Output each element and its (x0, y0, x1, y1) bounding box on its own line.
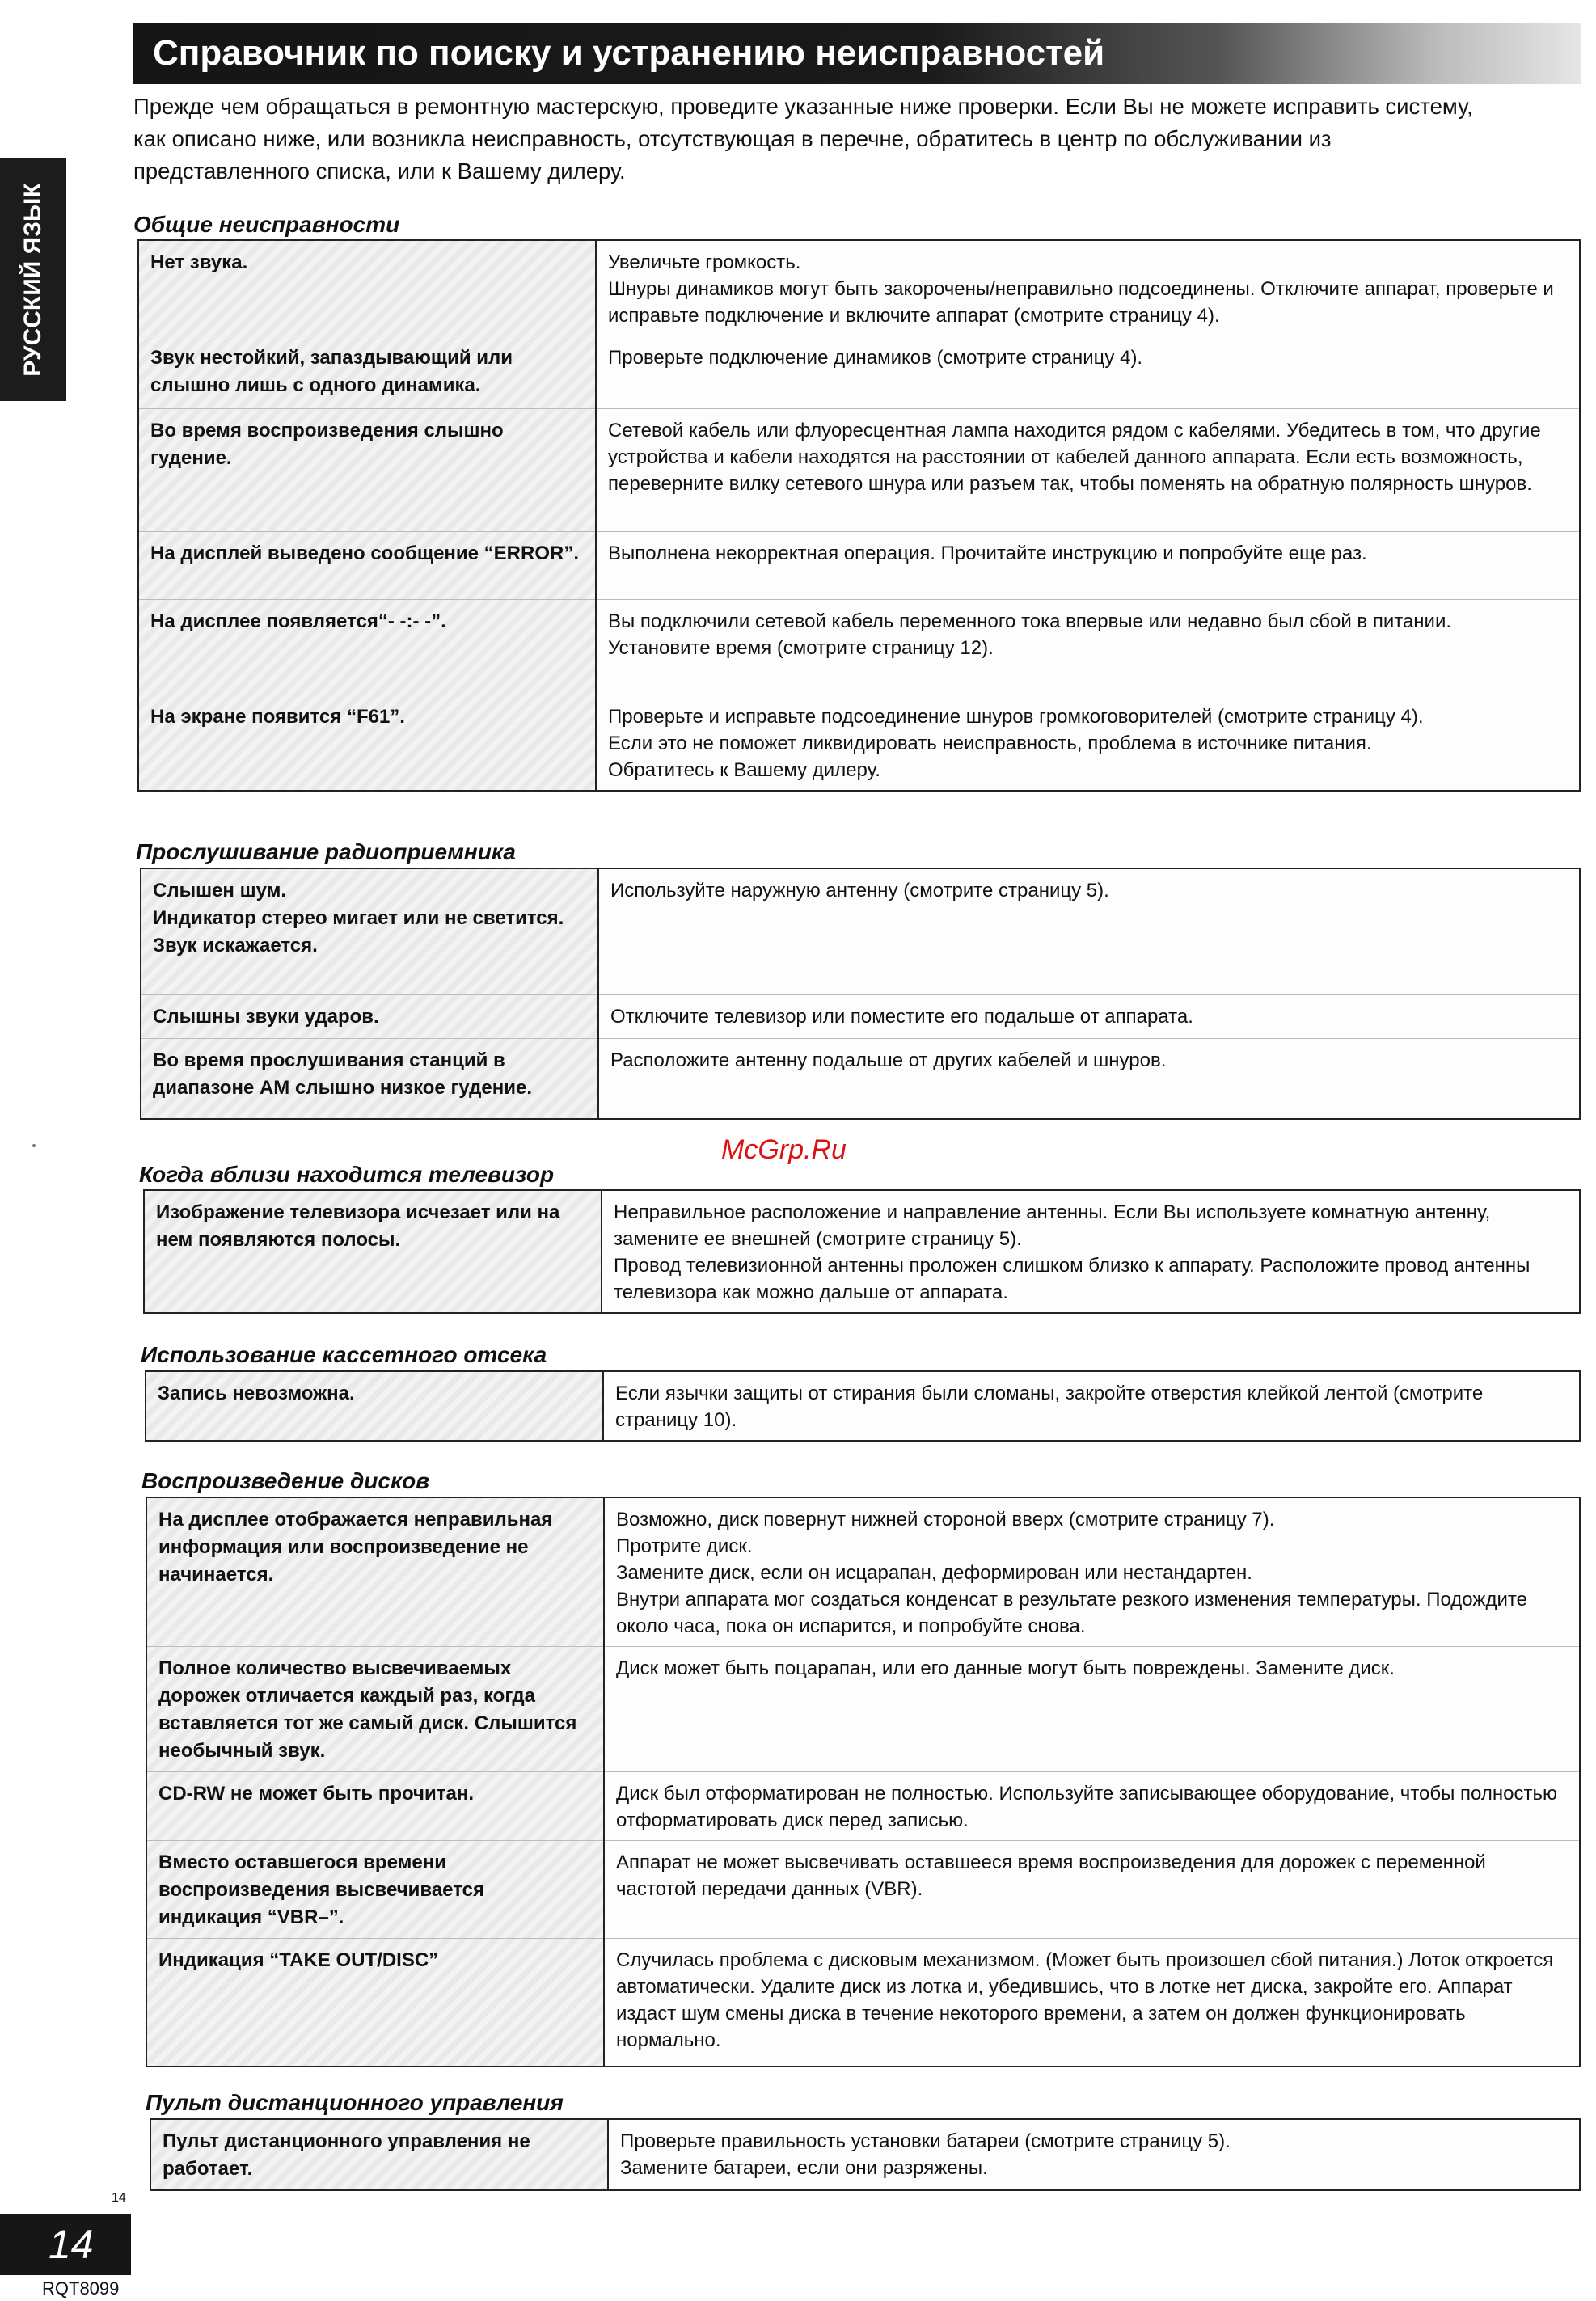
problem-text: На дисплей выведено сообщение “ERROR”. (150, 543, 580, 564)
solution-text: Проверьте подключение динамиков (смотрите страницу 4). (608, 347, 1143, 369)
document-code: RQT8099 (42, 2278, 120, 2299)
troubleshooting-table (140, 868, 1581, 1120)
problem-text: Слышны звуки ударов. (153, 1005, 379, 1028)
solution-cell (598, 994, 1580, 1038)
solution-text: Аппарат не может высвечивать оставшееся время воспроизведения для дорожек с переменной частотой передачи данных (VBR). (616, 1851, 1486, 1900)
solution-text: Протрите диск. (616, 1535, 753, 1557)
problem-text: На дисплее появляется“- -:- -”. (150, 610, 446, 632)
table-row (141, 868, 1580, 994)
problem-cell (146, 1841, 604, 1939)
section-title: Общие неисправности (133, 212, 400, 237)
table-row (146, 1841, 1580, 1939)
solution-cell (603, 1371, 1580, 1441)
solution-text: Вы подключили сетевой кабель переменного тока впервые или недавно был сбой в питании. (608, 610, 1452, 632)
table-row (141, 1038, 1580, 1119)
problem-text: Индикатор стерео мигает или не светится. (153, 907, 564, 929)
problem-text: Звук нестойкий, запаздывающий или слышно лишь с одного динамика. (150, 347, 513, 396)
troubleshooting-table (143, 1189, 1581, 1314)
solution-text: Шнуры динамиков могут быть закорочены/неправильно подсоединены. Отключите аппарат, проверьте и исправьте подключение и включите аппарат (смотрите страницу 4). (608, 278, 1554, 327)
solution-cell (596, 240, 1580, 336)
problem-text: Во время прослушивания станций в диапазоне AM слышно низкое гудение. (153, 1049, 533, 1099)
problem-cell (138, 600, 596, 695)
solution-cell (596, 336, 1580, 409)
solution-text: Обратитесь к Вашему дилеру. (608, 759, 880, 781)
problem-cell (138, 336, 596, 409)
section-title: Использование кассетного отсека (141, 1342, 547, 1367)
solution-cell (608, 2119, 1580, 2190)
solution-text: Установите время (смотрите страницу 12). (608, 637, 994, 659)
solution-cell (596, 695, 1580, 792)
troubleshooting-table (150, 2118, 1581, 2191)
solution-text: Внутри аппарата мог создаться конденсат в результате резкого изменения температуры. Подождите около часа, пока он испарится, и попробуйте снова. (616, 1589, 1527, 1637)
solution-text: Замените диск, если он исцарапан, деформирован или нестандартен. (616, 1562, 1252, 1584)
solution-text: Отключите телевизор или поместите его подальше от аппарата. (610, 1005, 1193, 1028)
table-row (138, 695, 1580, 792)
problem-text: Полное количество высвечиваемых дорожек отличается каждый раз, когда вставляется тот же самый диск. Слышится необычный звук. (158, 1657, 577, 1762)
section-title: Когда вблизи находится телевизор (139, 1162, 555, 1187)
table-row (138, 240, 1580, 336)
table-row (138, 532, 1580, 600)
problem-text: Вместо оставшегося времени воспроизведения высвечивается индикация “VBR–”. (158, 1851, 484, 1928)
table-row (146, 1647, 1580, 1772)
table-row (138, 600, 1580, 695)
solution-text: Используйте наружную антенну (смотрите страницу 5). (610, 880, 1109, 901)
solution-cell (596, 409, 1580, 532)
problem-text: Изображение телевизора исчезает или на нем появляются полосы. (156, 1201, 560, 1251)
small-page-number: 14 (112, 2191, 126, 2205)
table-row (146, 1497, 1580, 1647)
language-tab (0, 158, 66, 401)
solution-text: Проверьте и исправьте подсоединение шнуров громкоговорителей (смотрите страницу 4). (608, 706, 1424, 728)
problem-cell (146, 1939, 604, 2067)
solution-text: Проверьте правильность установки батареи (смотрите страницу 5). (620, 2130, 1231, 2152)
problem-text: Нет звука. (150, 251, 248, 273)
page-number-tab (0, 2214, 131, 2275)
solution-cell (598, 1038, 1580, 1119)
table-row (138, 409, 1580, 532)
solution-text: Расположите антенну подальше от других кабелей и шнуров. (610, 1049, 1167, 1071)
language-tab-label: РУССКИЙ ЯЗЫК (19, 183, 46, 377)
solution-cell (604, 1841, 1580, 1939)
solution-text: Если язычки защиты от стирания были сломаны, закройте отверстия клейкой лентой (смотрите страницу 10). (615, 1383, 1484, 1431)
solution-text: Замените батареи, если они разряжены. (620, 2157, 988, 2179)
problem-text: CD-RW не может быть прочитан. (158, 1783, 474, 1805)
problem-text: Во время воспроизведения слышно гудение. (150, 420, 504, 469)
page-number: 14 (49, 2222, 94, 2267)
problem-cell (146, 1497, 604, 1647)
solution-text: Сетевой кабель или флуоресцентная лампа находится рядом с кабелями. Убедитесь в том, что другие устройства и кабели находятся на расстоянии от кабелей данного аппарата. Если есть возможность, переверните вилку сетевого шнура или разъем так, чтобы поменять на обратную полярность шнуров. (608, 420, 1541, 495)
table-row (146, 1371, 1580, 1441)
table-row (138, 336, 1580, 409)
troubleshooting-table (146, 1497, 1581, 2067)
problem-cell (138, 409, 596, 532)
table-row (146, 1939, 1580, 2067)
solution-text: Выполнена некорректная операция. Прочитайте инструкцию и попробуйте еще раз. (608, 543, 1367, 564)
troubleshooting-table (137, 239, 1581, 792)
problem-text: Запись невозможна. (158, 1383, 355, 1404)
problem-text: Индикация “TAKE OUT/DISC” (158, 1949, 439, 1971)
watermark: McGrp.Ru (721, 1134, 847, 1165)
problem-cell (138, 240, 596, 336)
solution-cell (596, 532, 1580, 600)
section-title: Прослушивание радиоприемника (136, 839, 516, 864)
problem-cell (138, 532, 596, 600)
solution-text: Диск был отформатирован не полностью. Используйте записывающее оборудование, чтобы полностью отформатировать диск перед записью. (616, 1783, 1557, 1831)
troubleshooting-table (145, 1370, 1581, 1442)
problem-text: Пульт дистанционного управления не работает. (163, 2130, 530, 2180)
solution-text: Неправильное расположение и направление антенны. Если Вы используете комнатную антенну, замените ее внешней (смотрите страницу 5). (614, 1201, 1491, 1250)
problem-text: На экране появится “F61”. (150, 706, 405, 728)
section-title: Воспроизведение дисков (141, 1468, 430, 1493)
solution-cell (598, 868, 1580, 994)
solution-cell (604, 1772, 1580, 1841)
problem-cell (141, 1038, 598, 1119)
intro-paragraph: Прежде чем обращаться в ремонтную мастерскую, проведите указанные ниже проверки. Если Вы не можете исправить систему, как описано ниже, или возникла неисправность, отсутствующая в перечне, обратитесь в центр по обслуживании из представленного списка, или к Вашему дилеру. (133, 94, 1473, 184)
problem-cell (146, 1647, 604, 1772)
problem-cell (146, 1772, 604, 1841)
table-row (144, 1190, 1580, 1313)
solution-cell (596, 600, 1580, 695)
problem-text: На дисплее отображается неправильная информация или воспроизведение не начинается. (158, 1509, 553, 1585)
solution-cell (604, 1647, 1580, 1772)
page-title: Справочник по поиску и устранению неисправностей (133, 23, 1581, 84)
table-row (146, 1772, 1580, 1841)
table-row (141, 994, 1580, 1038)
scan-dot (32, 1144, 36, 1147)
solution-text: Случилась проблема с дисковым механизмом. (Может быть произошел сбой питания.) Лоток откроется автоматически. Удалите диск из лотка и, убедившись, что в лотке нет диска, закройте его. Аппарат издаст шум смены диска в течение некоторого времени, а затем он должен функционировать нормально. (616, 1949, 1554, 2051)
solution-text: Увеличьте громкость. (608, 251, 801, 273)
problem-text: Слышен шум. (153, 880, 287, 901)
section-title: Пульт дистанционного управления (146, 2090, 564, 2115)
problem-cell (150, 2119, 608, 2190)
problem-cell (138, 695, 596, 792)
problem-cell (141, 994, 598, 1038)
problem-cell (141, 868, 598, 994)
solution-cell (602, 1190, 1580, 1313)
problem-text: Звук искажается. (153, 935, 318, 956)
solution-cell (604, 1497, 1580, 1647)
solution-text: Провод телевизионной антенны проложен слишком близко к аппарату. Расположите провод антенны телевизора как можно дальше от аппарата. (614, 1255, 1531, 1303)
problem-cell (146, 1371, 603, 1441)
problem-cell (144, 1190, 602, 1313)
table-row (150, 2119, 1580, 2190)
solution-cell (604, 1939, 1580, 2067)
solution-text: Возможно, диск повернут нижней стороной вверх (смотрите страницу 7). (616, 1509, 1275, 1530)
solution-text: Диск может быть поцарапан, или его данные могут быть повреждены. Замените диск. (616, 1657, 1395, 1679)
solution-text: Если это не поможет ликвидировать неисправность, проблема в источнике питания. (608, 733, 1372, 754)
